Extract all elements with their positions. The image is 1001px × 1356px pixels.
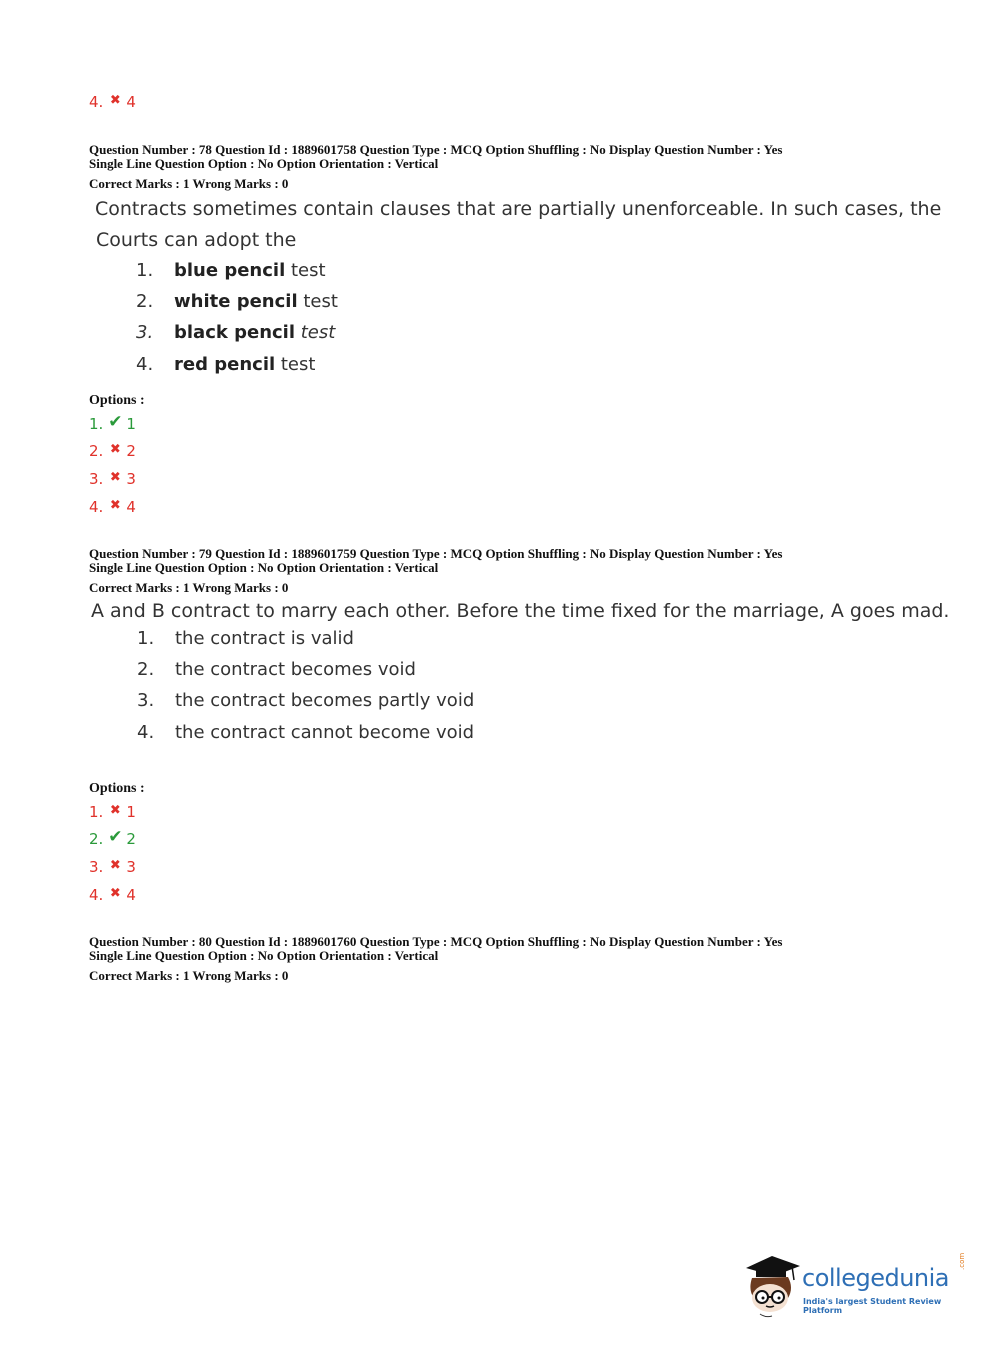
mascot-icon — [742, 1250, 802, 1320]
question-meta-2: Single Line Question Option : No Option Orientation : Vertical — [89, 560, 439, 575]
cross-icon: ✖ — [109, 498, 121, 513]
choice-item: 3. black pencil test — [136, 322, 336, 343]
question-meta-2: Single Line Question Option : No Option Orientation : Vertical — [89, 948, 439, 963]
question-meta: Question Number : 78 Question Id : 1889601758 Question Type : MCQ Option Shuffling : No Display Question Number : Yes — [89, 142, 783, 157]
logo-suffix: .com — [958, 1252, 966, 1270]
collegedunia-logo — [742, 1250, 972, 1320]
options-label: Options : — [89, 393, 145, 408]
question-text: A and B contract to marry each other. Before the time fixed for the marriage, A goes mad. — [91, 600, 950, 622]
option-row: 4. ✖ 4 — [89, 93, 136, 111]
question-text: Contracts sometimes contain clauses that are partially unenforceable. In such cases, the — [95, 198, 942, 220]
logo-tagline: India's largest Student Review Platform — [803, 1297, 942, 1315]
option-row: 4. ✖ 4 — [89, 886, 136, 904]
question-meta-2: Single Line Question Option : No Option Orientation : Vertical — [89, 156, 439, 171]
question-meta: Question Number : 79 Question Id : 1889601759 Question Type : MCQ Option Shuffling : No Display Question Number : Yes — [89, 546, 783, 561]
choice-item: 3. the contract becomes partly void — [137, 690, 475, 711]
cross-icon: ✖ — [109, 470, 121, 485]
question-text-2: Courts can adopt the — [96, 229, 297, 251]
option-row: 2. ✔ 2 — [89, 827, 136, 848]
check-icon: ✔ — [108, 827, 123, 847]
cross-icon: ✖ — [109, 858, 121, 873]
option-row: 4. ✖ 4 — [89, 498, 136, 516]
choice-item: 1. blue pencil test — [136, 260, 326, 281]
logo-wordmark: collegedunia — [802, 1264, 950, 1292]
option-row: 2. ✖ 2 — [89, 442, 136, 460]
choice-item: 4. red pencil test — [136, 354, 316, 375]
choice-item: 2. white pencil test — [136, 291, 338, 312]
cross-icon: ✖ — [109, 886, 121, 901]
question-marks: Correct Marks : 1 Wrong Marks : 0 — [89, 968, 289, 983]
cross-icon: ✖ — [109, 803, 121, 818]
option-row: 1. ✔ 1 — [89, 412, 136, 433]
options-label: Options : — [89, 781, 145, 796]
cross-icon: ✖ — [109, 93, 121, 108]
check-icon: ✔ — [108, 412, 123, 432]
option-row: 1. ✖ 1 — [89, 803, 136, 821]
choice-item: 2. the contract becomes void — [137, 659, 416, 680]
question-marks: Correct Marks : 1 Wrong Marks : 0 — [89, 580, 289, 595]
cross-icon: ✖ — [109, 442, 121, 457]
question-marks: Correct Marks : 1 Wrong Marks : 0 — [89, 176, 289, 191]
question-meta: Question Number : 80 Question Id : 1889601760 Question Type : MCQ Option Shuffling : No Display Question Number : Yes — [89, 934, 783, 949]
choice-item: 1. the contract is valid — [137, 628, 354, 649]
option-row: 3. ✖ 3 — [89, 858, 136, 876]
option-row: 3. ✖ 3 — [89, 470, 136, 488]
choice-item: 4. the contract cannot become void — [137, 722, 475, 743]
